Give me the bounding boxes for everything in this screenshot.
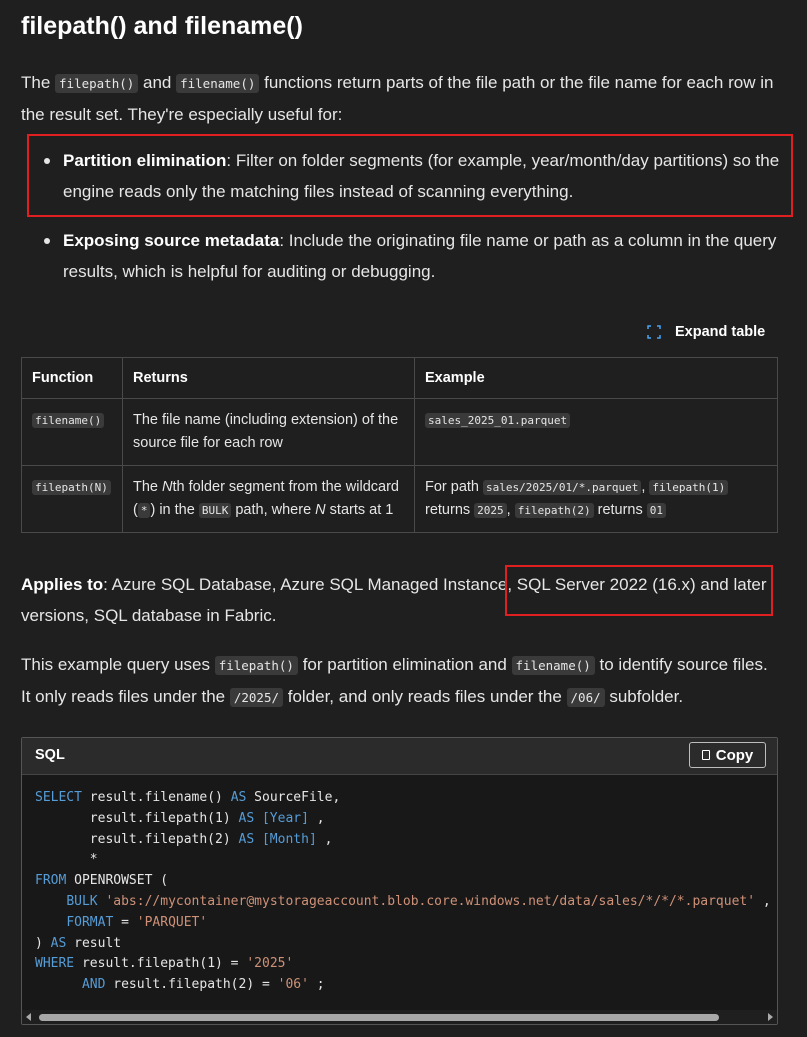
inline-code: filepath()	[215, 656, 298, 675]
applies-to: Applies to: Azure SQL Database, Azure SQL Managed Instance, SQL Server 2022 (16.x) and later versions, SQL database in Fabric.	[21, 575, 767, 625]
function-name: filename()	[32, 413, 104, 428]
intro-paragraph: The filepath() and filename() functions return parts of the file path or the file name for each row in the result set. They're especially useful for:	[21, 73, 774, 124]
page-title: filepath() and filename()	[21, 12, 303, 40]
horizontal-scrollbar[interactable]	[22, 1010, 777, 1024]
code-line: SELECT result.filename() AS SourceFile,	[35, 790, 341, 805]
example-cell: For path sales/2025/01/*.parquet , filepath(1) returns 2025 , filepath(2) returns 01	[415, 466, 778, 533]
code-line: result.filepath(1) AS [Year] ,	[35, 810, 325, 826]
inline-code: filepath()	[55, 74, 138, 93]
list-item: Partition elimination: Filter on folder segments (for example, year/month/day partitions) so the engine reads only the matching files instead of scanning everything.	[40, 145, 780, 207]
example-paragraph: This example query uses filepath() for partition elimination and filename() to identify source files. It only reads files under the /2025/ folder, and only reads files under the /06/ subfolder.	[21, 655, 768, 706]
code-block	[21, 737, 778, 1025]
code-line: FORMAT = 'PARQUET'	[66, 914, 216, 930]
code-line: ) AS result	[35, 935, 122, 951]
code-line: BULK 'abs://mycontainer@mystorageaccount.blob.core.windows.net/data/sales/*/*/*.parquet' ,	[66, 893, 771, 909]
code-line: WHERE result.filepath(1) = '2025'	[35, 956, 302, 972]
scroll-right-icon[interactable]	[768, 1013, 773, 1021]
code-content	[35, 788, 777, 996]
highlight-box	[505, 565, 773, 616]
code-line: *	[35, 852, 98, 868]
table-row	[22, 466, 778, 533]
bullet-icon	[44, 238, 50, 244]
column-header: Function	[22, 358, 123, 399]
code-line: result.filepath(2) AS [Month] ,	[35, 831, 333, 847]
function-name: filepath(N)	[32, 480, 111, 495]
code-language: SQL	[35, 747, 65, 763]
code-line: AND result.filepath(2) = '06' ;	[81, 977, 325, 993]
expand-icon	[647, 325, 661, 339]
column-header: Example	[415, 358, 778, 399]
expand-table-button[interactable]: Expand table	[647, 322, 765, 342]
example-code: sales_2025_01.parquet	[425, 413, 570, 428]
code-block-header	[22, 738, 777, 775]
code-line: FROM OPENROWSET (	[35, 873, 169, 889]
inline-code: filename()	[512, 656, 595, 675]
column-header: Returns	[123, 358, 415, 399]
list-item: Exposing source metadata: Include the originating file name or path as a column in the query results, which is helpful for auditing or debugging.	[40, 225, 780, 287]
highlight-box	[27, 134, 793, 217]
inline-code: /06/	[567, 688, 605, 707]
scroll-thumb[interactable]	[39, 1014, 719, 1021]
inline-code: filename()	[176, 74, 259, 93]
scroll-left-icon[interactable]	[26, 1013, 31, 1021]
table-row	[22, 399, 778, 466]
table-header-row	[22, 358, 778, 399]
inline-code: /2025/	[230, 688, 283, 707]
function-table	[21, 357, 778, 533]
returns-cell: The file name (including extension) of the source file for each row	[123, 399, 415, 466]
copy-icon	[702, 750, 710, 760]
copy-button[interactable]: Copy	[689, 742, 766, 768]
returns-cell: The Nth folder segment from the wildcard ( * ) in the BULK path, where N starts at 1	[123, 466, 415, 533]
